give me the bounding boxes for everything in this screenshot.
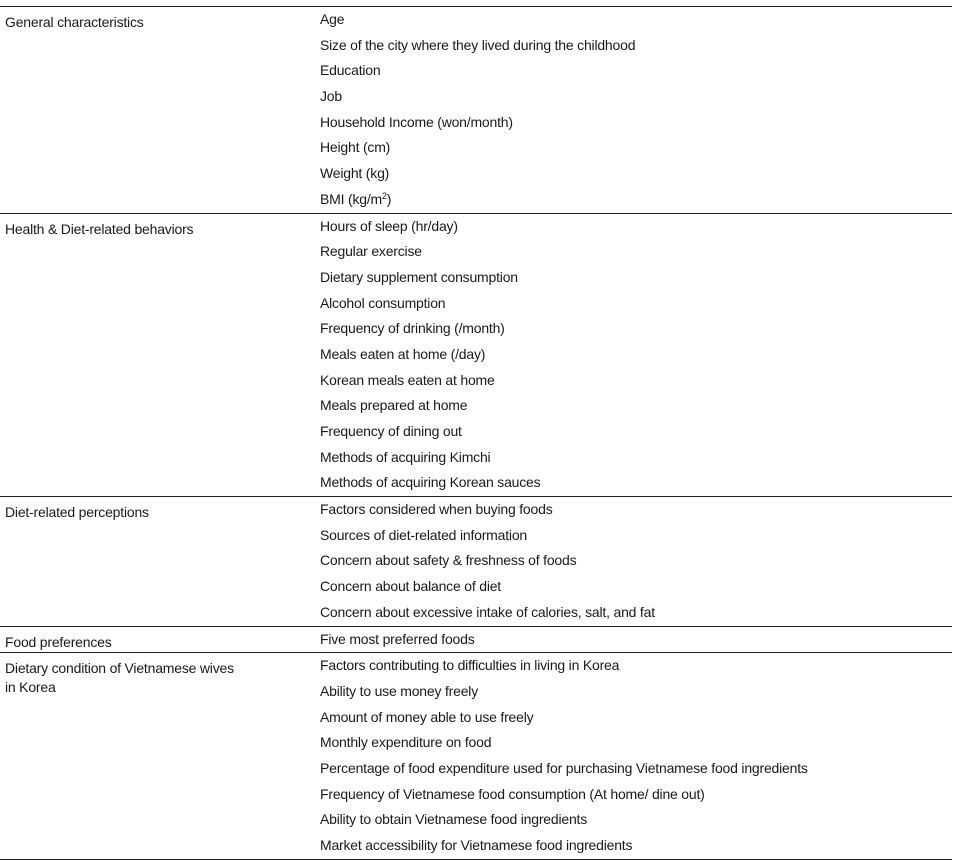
item-list xyxy=(310,214,952,497)
list-item: Methods of acquiring Korean sauces xyxy=(320,474,541,491)
list-item: Age xyxy=(320,11,345,27)
list-item: Monthly expenditure on food xyxy=(320,734,492,751)
list-item: Weight (kg) xyxy=(320,165,390,182)
list-item: Job xyxy=(320,88,342,105)
list-item: Sources of diet-related information xyxy=(320,526,527,543)
list-item-bmi: BMI $(kg/m^2)$ xyxy=(320,190,392,207)
list-item: Five most preferred foods xyxy=(320,630,475,647)
item-list xyxy=(310,7,952,213)
superscript: 2 xyxy=(381,190,387,201)
list-item: Factors considered when buying foods xyxy=(320,501,553,518)
list-item: Ability to obtain Vietnamese food ingredients xyxy=(320,811,588,828)
table-group-health xyxy=(0,213,952,497)
list-item: Factors contributing to difficulties in living in Korea xyxy=(320,657,620,674)
table-group-preferences xyxy=(0,626,952,653)
list-item: Methods of acquiring Kimchi xyxy=(320,448,491,465)
list-item: Percentage of food expenditure used for purchasing Vietnamese food ingredients xyxy=(320,759,808,776)
list-item: Concern about excessive intake of calories, salt, and fat xyxy=(320,603,655,620)
survey-items-table xyxy=(0,6,952,860)
list-item: Concern about safety & freshness of foods xyxy=(320,552,577,569)
list-item: Frequency of drinking (/month) xyxy=(320,320,505,337)
item-list xyxy=(310,627,952,653)
category-label: Diet-related perceptions xyxy=(5,504,149,521)
list-item: Frequency of dining out xyxy=(320,423,462,439)
list-item: Frequency of Vietnamese food consumption (At home/ dine out) xyxy=(320,785,705,802)
category-label: General characteristics xyxy=(5,14,144,30)
list-item: Hours of sleep (hr/day) xyxy=(320,217,458,234)
list-item: Alcohol consumption xyxy=(320,294,446,311)
list-item: Dietary supplement consumption xyxy=(320,268,518,285)
list-item: Size of the city where they lived during the childhood xyxy=(320,36,636,53)
table-group-perceptions xyxy=(0,496,952,625)
list-item: Korean meals eaten at home xyxy=(320,371,495,388)
list-item: Amount of money able to use freely xyxy=(320,708,534,725)
list-item: Concern about balance of diet xyxy=(320,578,501,595)
list-item: Meals eaten at home (/day) xyxy=(320,345,486,362)
category-label: Food preferences xyxy=(5,633,112,650)
table-group-general xyxy=(0,7,952,213)
list-item: Education xyxy=(320,62,381,79)
list-item: Household Income (won/month) xyxy=(320,113,513,130)
list-item: Ability to use money freely xyxy=(320,682,479,699)
table-group-dietary-condition xyxy=(0,652,952,859)
category-label: Dietary condition of Vietnamese wives in Korea xyxy=(5,660,234,696)
list-item: Height (cm) xyxy=(320,139,391,156)
item-list xyxy=(310,653,952,859)
category-label: Health & Diet-related behaviors xyxy=(5,220,194,237)
item-list xyxy=(310,497,952,625)
list-item: Regular exercise xyxy=(320,243,422,260)
list-item: Market accessibility for Vietnamese food ingredients xyxy=(320,837,633,853)
list-item: Meals prepared at home xyxy=(320,397,468,414)
